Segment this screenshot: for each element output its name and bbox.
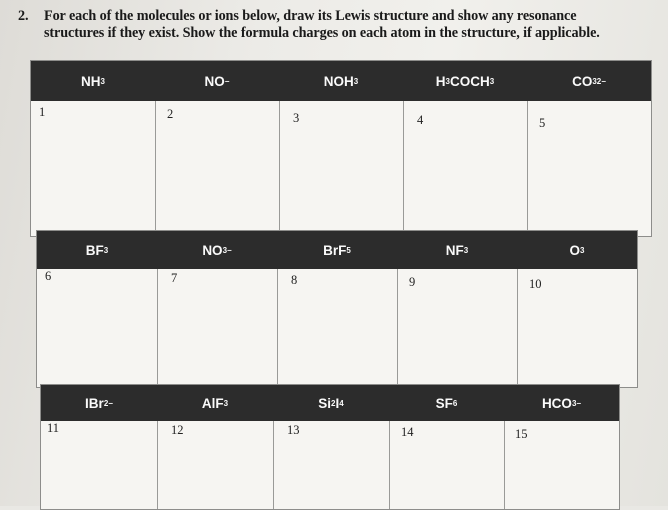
cell-number-14: 14 bbox=[401, 425, 414, 439]
header-molecule-7: NO 3 − bbox=[202, 242, 232, 258]
cell-number-7: 7 bbox=[171, 271, 178, 285]
column-divider bbox=[517, 269, 518, 387]
column-divider bbox=[157, 269, 158, 387]
cell-number-3: 3 bbox=[293, 111, 300, 125]
header-molecule-6: BF 3 bbox=[85, 242, 109, 258]
column-divider bbox=[527, 101, 528, 236]
table-2-header bbox=[37, 231, 637, 269]
header-molecule-1: NH 3 bbox=[81, 73, 105, 89]
header-molecule-2: NO − bbox=[204, 73, 230, 89]
header-molecule-3: NOH 3 bbox=[323, 73, 359, 89]
header-molecule-15: HCO 3 − bbox=[541, 395, 582, 411]
cell-number-2: 2 bbox=[167, 107, 174, 121]
column-divider bbox=[277, 269, 278, 387]
question-2 bbox=[18, 8, 658, 42]
cell-number-4: 4 bbox=[417, 113, 424, 127]
cell-number-8: 8 bbox=[291, 273, 298, 287]
molecule-table-1 bbox=[30, 60, 652, 237]
header-molecule-10: O 3 bbox=[569, 242, 585, 258]
header-molecule-5: CO 3 2− bbox=[572, 73, 606, 89]
cell-number-10: 10 bbox=[529, 277, 542, 291]
header-molecule-12: AlF 3 bbox=[201, 395, 229, 411]
cell-number-5: 5 bbox=[539, 116, 546, 130]
cell-number-12: 12 bbox=[171, 423, 184, 437]
header-molecule-8: BrF 5 bbox=[323, 242, 351, 258]
header-molecule-4: H 3 COCH 3 bbox=[435, 73, 495, 89]
molecule-table-3 bbox=[40, 384, 620, 510]
column-divider bbox=[273, 421, 274, 509]
molecule-table-2 bbox=[36, 230, 638, 388]
column-divider bbox=[504, 421, 505, 509]
column-divider bbox=[403, 101, 404, 236]
table-1-header bbox=[31, 61, 651, 101]
header-molecule-13: Si 2 I 4 bbox=[318, 395, 344, 411]
cell-number-9: 9 bbox=[409, 275, 416, 289]
cell-number-11: 11 bbox=[47, 421, 60, 435]
table-3-header bbox=[41, 385, 619, 421]
column-divider bbox=[155, 101, 156, 236]
cell-number-6: 6 bbox=[45, 269, 52, 283]
cell-number-13: 13 bbox=[287, 423, 300, 437]
question-number: 2. bbox=[18, 8, 29, 24]
column-divider bbox=[279, 101, 280, 236]
header-molecule-11: IBr 2 − bbox=[85, 395, 113, 411]
header-molecule-14: SF 6 bbox=[435, 395, 458, 411]
header-molecule-9: NF 3 bbox=[445, 242, 469, 258]
column-divider bbox=[157, 421, 158, 509]
column-divider bbox=[389, 421, 390, 509]
question-line-1: For each of the molecules or ions below, draw its Lewis structure and show any resonance bbox=[44, 8, 577, 24]
cell-number-15: 15 bbox=[515, 427, 528, 441]
column-divider bbox=[397, 269, 398, 387]
question-line-2: structures if they exist. Show the formula charges on each atom in the structure, if applicable. bbox=[44, 25, 600, 41]
cell-number-1: 1 bbox=[39, 105, 46, 119]
